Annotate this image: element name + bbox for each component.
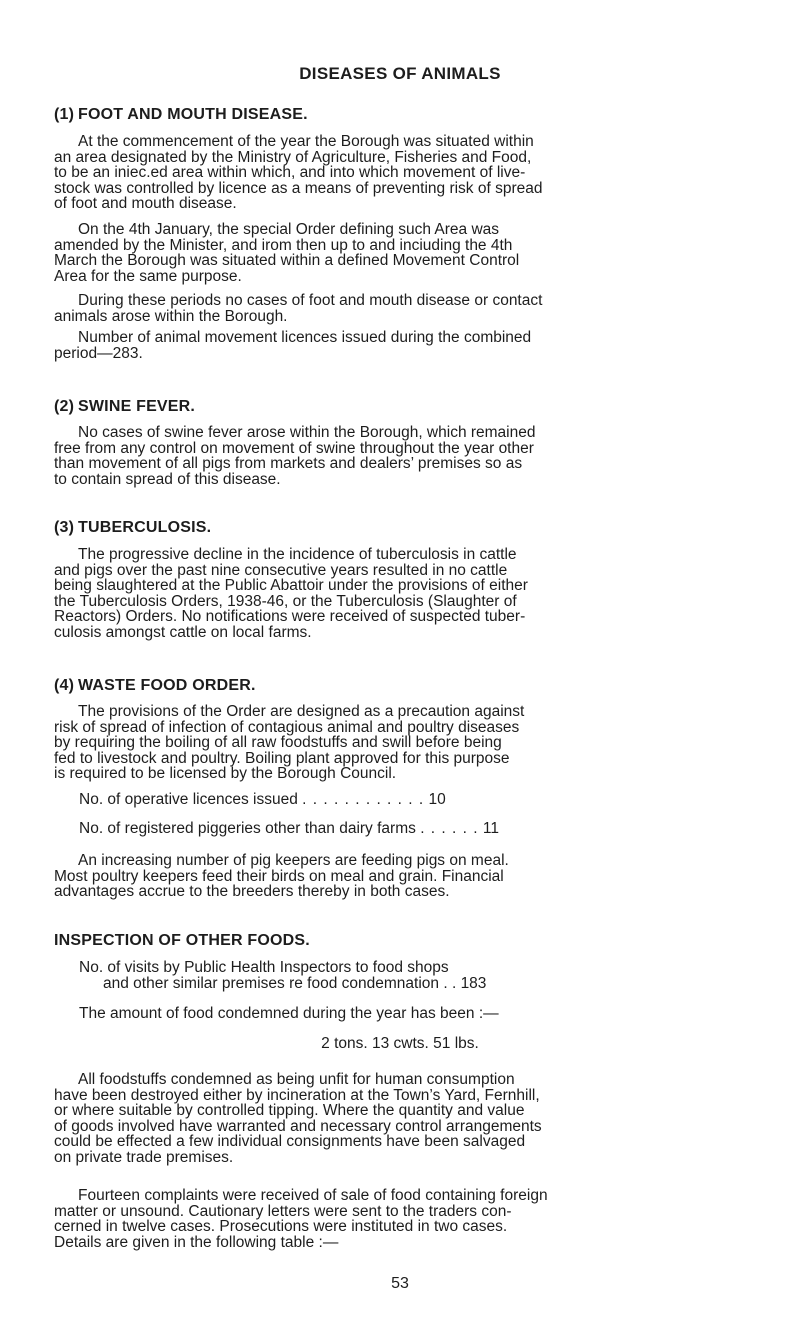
amount-condemned: 2 tons. 13 cwts. 51 lbs. [321,1035,479,1052]
text-line: to contain spread of this disease. [54,470,281,488]
paragraph-inspection-2 [54,1188,754,1250]
section-heading-tuberculosis [54,520,211,536]
paragraph-swine-1 [54,425,754,487]
text-line: or where suitable by controlled tipping. Where the quantity and value [54,1102,525,1119]
text-line: than movement of all pigs from markets and dealers’ premises so as [54,455,523,472]
section-heading-foot-and-mouth [54,107,308,123]
text-line: The progressive decline in the incidence of tuberculosis in cattle [78,546,517,563]
text-line: advantages accrue to the breeders thereby in both cases. [54,883,450,900]
text-line: stock was controlled by licence as a means of preventing risk of spread [54,179,543,197]
section-title: SWINE FEVER. [78,398,196,415]
text-line: Number of animal movement licences issued during the combined [78,329,532,346]
row-value: 10 [428,791,446,808]
row-leaders: . . [443,974,457,992]
paragraph-waste-1 [54,704,754,782]
row-value: 11 [482,820,499,837]
text-line: to be an iniec.ed area within which, and into which movement of live- [54,164,526,181]
text-line: The provisions of the Order are designed as a precaution against [78,703,525,720]
section-number: (1) [54,106,75,123]
paragraph-waste-2 [54,853,754,900]
text-line: cerned in twelve cases. Prosecutions were instituted in two cases. [54,1218,508,1235]
section-heading-waste-food-order [54,678,256,694]
text-line: amended by the Minister, and irom then up to and inciuding the 4th [54,236,513,254]
paragraph-fmd-1 [54,134,754,212]
text-line: At the commencement of the year the Borough was situated within [78,133,534,150]
row-label: No. of operative licences issued [79,791,298,808]
text-line: risk of spread of infection of contagious animal and poultry diseases [54,718,520,736]
text-line: the Tuberculosis Orders, 1938-46, or the Tuberculosis (Slaughter of [54,592,517,610]
text-line: could be effected a few individual consignments have been salvaged [54,1133,526,1150]
text-line: on private trade premises. [54,1148,234,1166]
text-line: Fourteen complaints were received of sale of food containing foreign [78,1187,548,1204]
paragraph-fmd-4 [54,330,754,361]
paragraph-fmd-2 [54,222,754,284]
section-number: (2) [54,398,75,415]
text-line: animals arose within the Borough. [54,307,288,325]
text-line: of foot and mouth disease. [54,195,237,212]
text-line: An increasing number of pig keepers are feeding pigs on meal. [78,852,509,869]
text-line: All foodstuffs condemned as being unfit for human consumption [78,1071,515,1088]
text-line: Details are given in the following table :— [54,1233,339,1251]
visits-row [79,960,739,991]
section-title: WASTE FOOD ORDER. [78,677,256,694]
text-line: No cases of swine fever arose within the Borough, which remained [78,424,536,441]
text-line: have been destroyed either by incineration at the Town’s Yard, Fernhill, [54,1086,540,1104]
section-title: FOOT AND MOUTH DISEASE. [78,106,308,123]
row-value: 183 [460,974,487,992]
text-line: period—283. [54,344,143,362]
text-line: March the Borough was situated within a defined Movement Control [54,252,520,269]
visits-line-1: No. of visits by Public Health Inspectors to food shops [79,959,449,976]
paragraph-inspection-1 [54,1072,754,1165]
text-line: an area designated by the Ministry of Agriculture, Fisheries and Food, [54,148,532,166]
section-title: TUBERCULOSIS. [78,519,212,536]
row-leaders: . . . . . . . . . . . . [302,791,425,808]
visits-line-2 [79,976,739,992]
text-line: being slaughtered at the Public Abattoir under the provisions of either [54,577,528,594]
text-line: is required to be licensed by the Borough Council. [54,765,397,782]
licences-row [79,792,739,808]
text-line: and pigs over the past nine consecutive years resulted in no cattle [54,561,508,579]
text-line: culosis amongst cattle on local farms. [54,623,312,641]
page-title: DISEASES OF ANIMALS [299,64,501,83]
section-heading-swine-fever [54,399,195,415]
text-line: free from any control on movement of swine throughout the year other [54,439,534,457]
text-line: fed to livestock and poultry. Boiling plant approved for this purpose [54,749,510,767]
row-label: and other similar premises re food condemnation [103,974,440,992]
row-leaders: . . . . . . [420,820,479,837]
row-label: No. of registered piggeries other than dairy farms [79,820,416,837]
paragraph-fmd-3 [54,293,754,324]
text-line: by requiring the boiling of all raw foodstuffs and swill before being [54,734,502,751]
text-line: Most poultry keepers feed their birds on meal and grain. Financial [54,867,504,885]
section-number: (3) [54,519,75,536]
text-line: Reactors) Orders. No notifications were received of suspected tuber- [54,608,526,625]
text-line: During these periods no cases of foot and mouth disease or contact [78,292,543,309]
text-line: matter or unsound. Cautionary letters were sent to the traders con- [54,1202,512,1220]
section-heading-inspection: INSPECTION OF OTHER FOODS. [54,932,310,949]
text-line: On the 4th January, the special Order defining such Area was [78,221,500,238]
amount-intro: The amount of food condemned during the year has been :— [79,1005,499,1022]
section-number: (4) [54,677,75,694]
page-number: 53 [391,1275,409,1292]
text-line: of goods involved have warranted and necessary control arrangements [54,1117,542,1135]
piggeries-row [79,821,739,837]
paragraph-tb-1 [54,547,754,640]
text-line: Area for the same purpose. [54,267,242,285]
